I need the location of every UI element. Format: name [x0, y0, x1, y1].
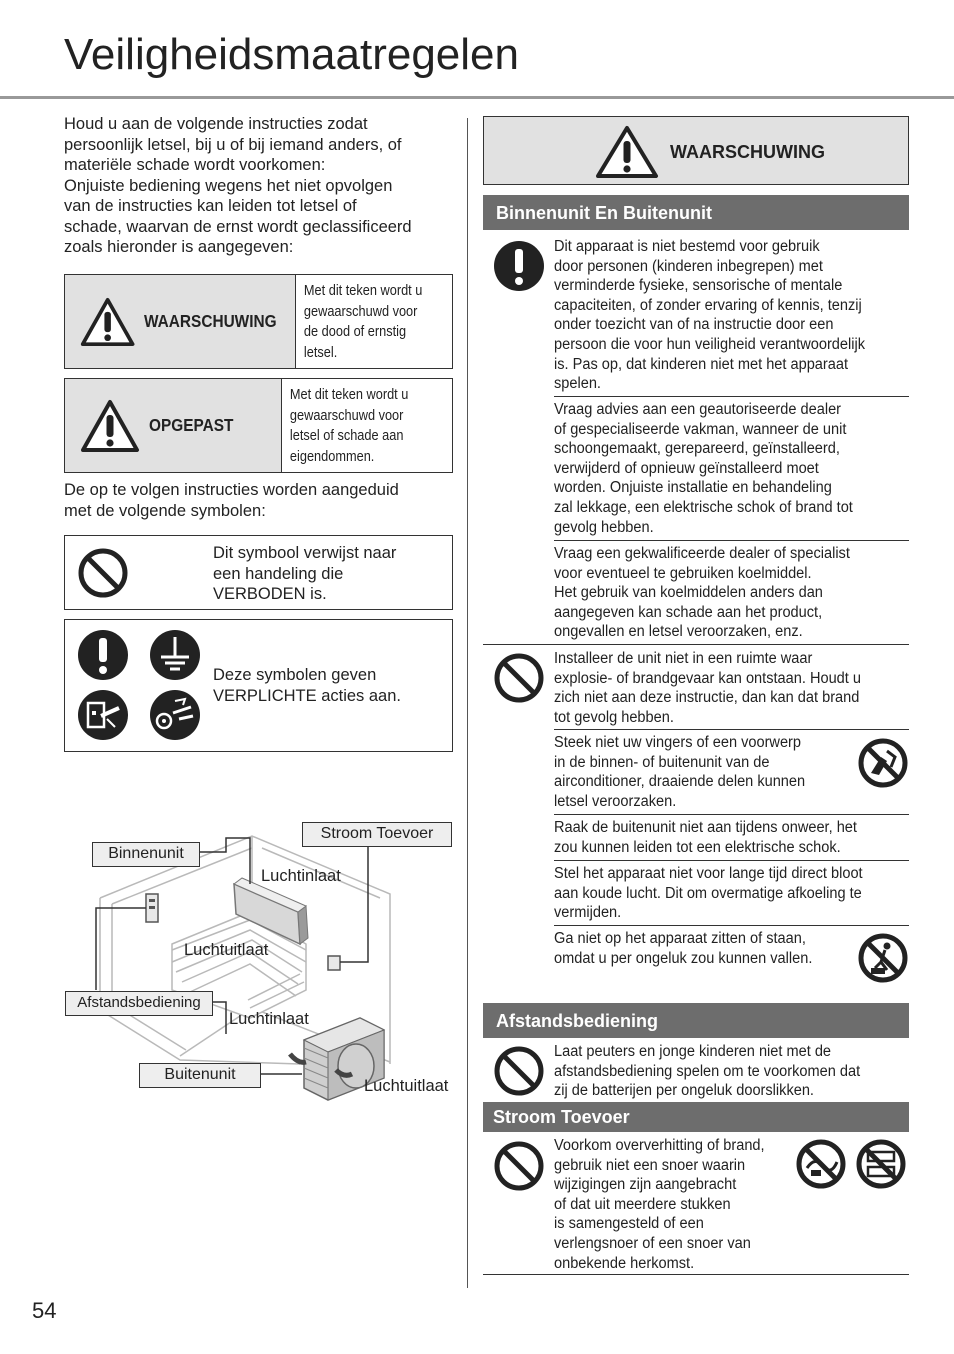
item-line: Steek niet uw vingers of een voorwerp	[554, 734, 802, 751]
diagram-label-air-inlet-top: Luchtinlaat	[261, 867, 341, 885]
section-title: Afstandsbediening	[496, 1011, 659, 1031]
units-item-7	[554, 864, 863, 923]
earth-ground-icon	[149, 629, 201, 681]
prohibited-icon	[493, 652, 545, 704]
section-header-units	[483, 195, 909, 230]
warning-header-label: WAARSCHUWING	[670, 142, 825, 162]
item-line: zich niet aan deze instructie, dan kan dat brand	[554, 689, 860, 707]
desc-line: Dit symbool verwijst naar	[213, 544, 397, 562]
prohibited-icon	[493, 1140, 545, 1192]
item-line: aangegeven kan schade aan het product,	[554, 603, 823, 621]
item-line: onder toezicht van of na instructie door een	[554, 316, 834, 334]
item-line: letsel veroorzaken.	[554, 792, 677, 810]
item-line: Installeer de unit niet in een ruimte waar	[554, 650, 813, 667]
item-line: aan koude lucht. Dit om overmatige afkoeling te	[554, 884, 862, 902]
desc-line: letsel of schade aan	[289, 428, 404, 444]
caution-triangle-icon	[79, 398, 141, 454]
item-line: ongevallen en letsel veroorzaken, enz.	[554, 623, 803, 641]
item-line: verlengsnoer of een snoer van	[554, 1234, 751, 1252]
prohibited-icon	[77, 547, 129, 599]
desc-line: Met dit teken wordt u	[303, 283, 423, 299]
intro-text	[64, 114, 460, 258]
item-line: spelen.	[554, 375, 601, 393]
no-modified-cord-icon	[795, 1138, 847, 1190]
intro-line: zoals hieronder is aangegeven:	[64, 238, 294, 256]
desc-line: Deze symbolen geven	[213, 666, 377, 684]
power-item-1	[554, 1136, 765, 1273]
desc-line: gewaarschuwd voor	[289, 407, 404, 424]
diagram-label-indoor-unit: Binnenunit	[92, 842, 200, 867]
item-separator	[554, 925, 909, 926]
desc-line: letsel.	[303, 344, 338, 361]
units-item-8	[554, 929, 812, 968]
desc-line: gewaarschuwd voor	[303, 303, 418, 320]
item-line: capaciteiten, of zonder ervaring of kennis, tenzij	[554, 296, 862, 314]
item-separator	[554, 540, 909, 541]
caution-signal-label: OPGEPAST	[149, 415, 234, 435]
title-rule	[0, 96, 954, 99]
desc-line: eigendommen.	[289, 448, 375, 465]
column-divider	[467, 118, 468, 1288]
item-line: zij de batterijen per ongeluk doorslikken.	[554, 1082, 814, 1100]
item-line: tot gevolg hebben.	[554, 708, 674, 726]
item-line: Stel het apparaat niet voor lange tijd direct bloot	[554, 865, 863, 882]
units-item-1	[554, 237, 865, 394]
item-separator	[554, 396, 909, 397]
symbols-intro-line: De op te volgen instructies worden aangeduid	[64, 481, 399, 499]
item-line: onbekende herkomst.	[554, 1254, 695, 1272]
intro-line: Houd u aan de volgende instructies zodat	[64, 115, 368, 133]
section-title: Stroom Toevoer	[493, 1107, 630, 1127]
diagram-label-air-inlet-outdoor: Luchtinlaat	[229, 1010, 309, 1028]
item-line: gebruik niet een snoer waarin	[554, 1156, 746, 1174]
item-line: Vraag advies aan een geautoriseerde dealer	[554, 401, 842, 418]
no-fingers-icon	[857, 737, 909, 789]
section-header-power-supply	[483, 1102, 909, 1132]
section-header-remote-control	[483, 1003, 909, 1038]
prohibited-icon	[493, 1045, 545, 1097]
desc-line: VERBODEN is.	[213, 585, 327, 603]
warning-signal-label-area	[65, 275, 296, 368]
item-line: schoongemaakt, gerepareerd, geïnstalleerd,	[554, 440, 840, 458]
item-line: Raak de buitenunit niet aan tijdens onweer, het	[554, 819, 857, 836]
item-line: gevolg hebben.	[554, 518, 654, 536]
exclamation-icon	[493, 240, 545, 292]
intro-line: schade, waarvan de ernst wordt geclassificeerd	[64, 217, 412, 236]
item-line: Voorkom oververhitting of brand,	[554, 1137, 765, 1154]
prohibited-desc	[213, 543, 396, 605]
item-line: wijzigingen zijn aangebracht	[554, 1176, 737, 1194]
item-line: door personen (kinderen inbegrepen) met	[554, 257, 823, 275]
section-end-separator	[483, 1274, 909, 1275]
item-line: in de binnen- of buitenunit van de	[554, 753, 770, 771]
item-line: Laat peuters en jonge kinderen niet met de	[554, 1043, 832, 1060]
item-line: is samengesteld of een	[554, 1215, 704, 1233]
warning-header-box	[483, 116, 909, 185]
desc-line: een handeling die	[213, 564, 344, 583]
remote-item-1	[554, 1042, 860, 1101]
item-line: afstandsbediening spelen om te voorkomen dat	[554, 1062, 861, 1080]
units-item-5	[554, 733, 805, 811]
desc-line: Met dit teken wordt u	[289, 387, 409, 403]
warning-triangle-icon	[79, 294, 136, 350]
item-line: Het gebruik van koelmiddelen anders dan	[554, 584, 823, 602]
disconnect-power-icon	[149, 689, 201, 741]
item-line: zou kunnen leiden tot een elektrische schok.	[554, 838, 841, 856]
item-line: voor eventueel te gebruiken koelmiddel.	[554, 564, 812, 582]
item-line: Vraag een gekwalificeerde dealer of specialist	[554, 545, 850, 562]
diagram-label-air-outlet-outdoor: Luchtuitlaat	[364, 1077, 449, 1095]
item-separator	[554, 814, 909, 815]
warning-signal-label: WAARSCHUWING	[144, 311, 277, 331]
warning-triangle-icon	[594, 124, 660, 180]
no-extension-cord-icon	[855, 1138, 907, 1190]
item-line: zal lekkage, een elektrische schok of brand tot	[554, 498, 853, 516]
warning-signal-desc	[296, 275, 433, 368]
section-title: Binnenunit En Buitenunit	[496, 203, 712, 223]
caution-signal-desc	[282, 379, 432, 472]
desc-line: de dood of ernstig	[303, 324, 407, 340]
prohibited-symbol-box	[64, 535, 453, 610]
intro-line: persoonlijk letsel, bij u of bij iemand anders, of	[64, 135, 402, 154]
mandatory-desc	[213, 665, 401, 706]
item-line: vermijden.	[554, 904, 622, 922]
desc-line: VERPLICHTE acties aan.	[213, 686, 401, 705]
item-separator	[554, 729, 909, 730]
item-line: Ga niet op het apparaat zitten of staan,	[554, 930, 806, 947]
item-line: airconditioner, draaiende delen kunnen	[554, 773, 806, 791]
caution-signal-box	[64, 378, 453, 473]
intro-line: Onjuiste bediening wegens het niet opvolgen	[64, 176, 393, 195]
item-line: of dat uit meerdere stukken	[554, 1195, 731, 1213]
item-separator	[554, 860, 909, 861]
symbols-intro-line: met de volgende symbolen:	[64, 501, 266, 520]
no-standing-icon	[857, 932, 909, 984]
intro-line: materiële schade wordt voorkomen:	[64, 156, 326, 174]
item-line: worden. Onjuiste installatie en behandeling	[554, 479, 832, 497]
page-title: Veiligheidsmaatregelen	[64, 30, 519, 79]
units-item-6	[554, 818, 857, 857]
exclamation-icon	[77, 629, 129, 681]
units-item-3	[554, 544, 850, 642]
symbols-intro	[64, 480, 460, 521]
item-line: verwijderd of opnieuw geïnstalleerd moet	[554, 459, 819, 477]
page-number: 54	[32, 1298, 57, 1323]
item-line: Dit apparaat is niet bestemd voor gebruik	[554, 238, 820, 255]
diagram-label-outdoor-unit: Buitenunit	[139, 1063, 261, 1088]
item-line: is. Pas op, dat kinderen niet met het apparaat	[554, 355, 849, 373]
item-line: persoon die voor hun veiligheid verantwoordelijk	[554, 335, 866, 353]
unplug-icon	[77, 689, 129, 741]
diagram-label-air-outlet-indoor: Luchtuitlaat	[184, 941, 269, 959]
item-line: omdat u per ongeluk zou kunnen vallen.	[554, 949, 813, 967]
item-line: of gespecialiseerde vakman, wanneer de unit	[554, 420, 847, 438]
item-line: verminderde fysieke, sensorische of mentale	[554, 277, 843, 295]
mandatory-symbols-box	[64, 619, 453, 752]
caution-signal-label-area	[65, 379, 282, 472]
diagram-label-power-supply: Stroom Toevoer	[302, 822, 452, 847]
intro-line: van de instructies kan leiden tot letsel of	[64, 197, 357, 215]
units-item-4	[554, 649, 861, 727]
warning-signal-box	[64, 274, 453, 369]
item-line: explosie- of brandgevaar kan ontstaan. Houdt u	[554, 669, 861, 687]
units-item-2	[554, 400, 853, 537]
group-separator	[483, 644, 909, 645]
diagram-label-remote-control: Afstandsbediening	[65, 991, 213, 1016]
